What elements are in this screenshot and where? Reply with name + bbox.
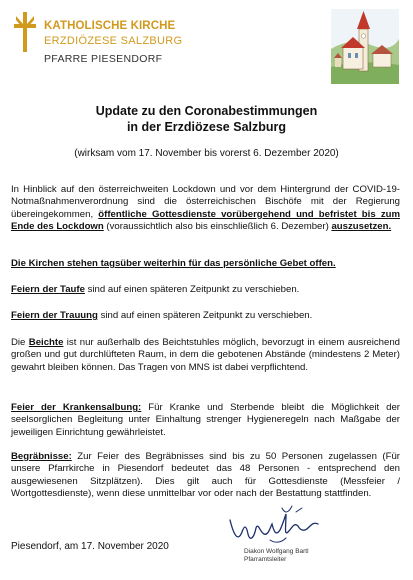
parish-name: PFARRE PIESENDORF — [44, 53, 163, 65]
confession-label: Beichte — [28, 337, 64, 348]
signer-name: Diakon Wolfgang Bartl — [244, 548, 309, 555]
place-and-date: Piesendorf, am 17. November 2020 — [11, 541, 169, 552]
intro-emphasis: öffentliche Gottesdienste vorübergehend und befristet bis zum Ende des Lockdown — [11, 208, 401, 233]
confession-text: ist nur außerhalb des Beichtstuhles möglich, bevorzugt in einem ausreichend großen und gut durchlüfteten Raum, in dem die gebotenen Abstände (mindestens 2 Meter) gewahrt bleiben können. Das Tragen von MNS ist dabei verpflichtend. — [11, 337, 400, 373]
confession-intro: Die — [11, 337, 29, 348]
baptism-label: Feiern der Taufe — [11, 284, 85, 295]
churches-open-notice: Die Kirchen stehen tagsüber weiterhin für das persönliche Gebet offen. — [11, 258, 336, 269]
signature-icon — [226, 502, 322, 550]
org-diocese: ERZDIÖZESE SALZBURG — [44, 35, 183, 47]
baptism-paragraph — [11, 284, 400, 296]
title-line-2: in der Erzdiözese Salzburg — [126, 120, 287, 134]
signer-block — [244, 548, 309, 564]
anointing-text: Für Kranke und Sterbende bleibt die Möglichkeit der seelsorglichen Begleitung unter Einhaltung strenger Hygieneregeln nach Maßgabe der jeweiligen Einrichtung gewährleistet. — [11, 402, 400, 438]
intro-paragraph — [11, 184, 400, 234]
title-line-1: Update zu den Coronabestimmungen — [95, 104, 318, 118]
intro-parenthetical: (voraussichtlich also bis einschließlich 6. Dezember) — [103, 221, 332, 233]
wedding-text: sind auf einen späteren Zeitpunkt zu verschieben. — [97, 310, 313, 321]
signer-role: Pfarramtsleiter — [244, 556, 287, 563]
validity-period: (wirksam vom 17. November bis vorerst 6. Dezember 2020) — [74, 148, 339, 159]
church-illustration-icon — [331, 9, 399, 84]
wedding-label: Feiern der Trauung — [11, 310, 98, 321]
baptism-text: sind auf einen späteren Zeitpunkt zu verschieben. — [84, 284, 300, 295]
confession-paragraph — [11, 337, 400, 374]
org-name: KATHOLISCHE KIRCHE — [44, 20, 176, 32]
anointing-label: Feier der Krankensalbung: — [11, 402, 142, 413]
cross-logo-icon — [14, 12, 36, 52]
intro-suspend: auszusetzen. — [331, 221, 392, 233]
funeral-paragraph — [11, 451, 400, 501]
funeral-text: Zur Feier des Begräbnisses sind bis zu 50 Personen zugelassen (Für unsere Pfarrkirche in Piesendorf bedeutet das 48 Personen - entsprechend den ausgewiesenen Sitzplätzen). Dies gilt auch für Gottesdienste (Messfeier / Wortgottesdienste), wenn diese unmittelbar vor oder nach der Bestattung stattfinden. — [11, 451, 400, 500]
funeral-label: Begräbnisse: — [11, 451, 72, 462]
intro-text: In Hinblick auf den österreichweiten Lockdown und vor dem Hintergrund der COVID-19-Notmaßnahmenverordnung sind die österreichischen Bischöfe mit der Regierung übereingekommen, — [11, 184, 400, 220]
wedding-paragraph — [11, 310, 400, 322]
anointing-paragraph — [11, 402, 400, 439]
